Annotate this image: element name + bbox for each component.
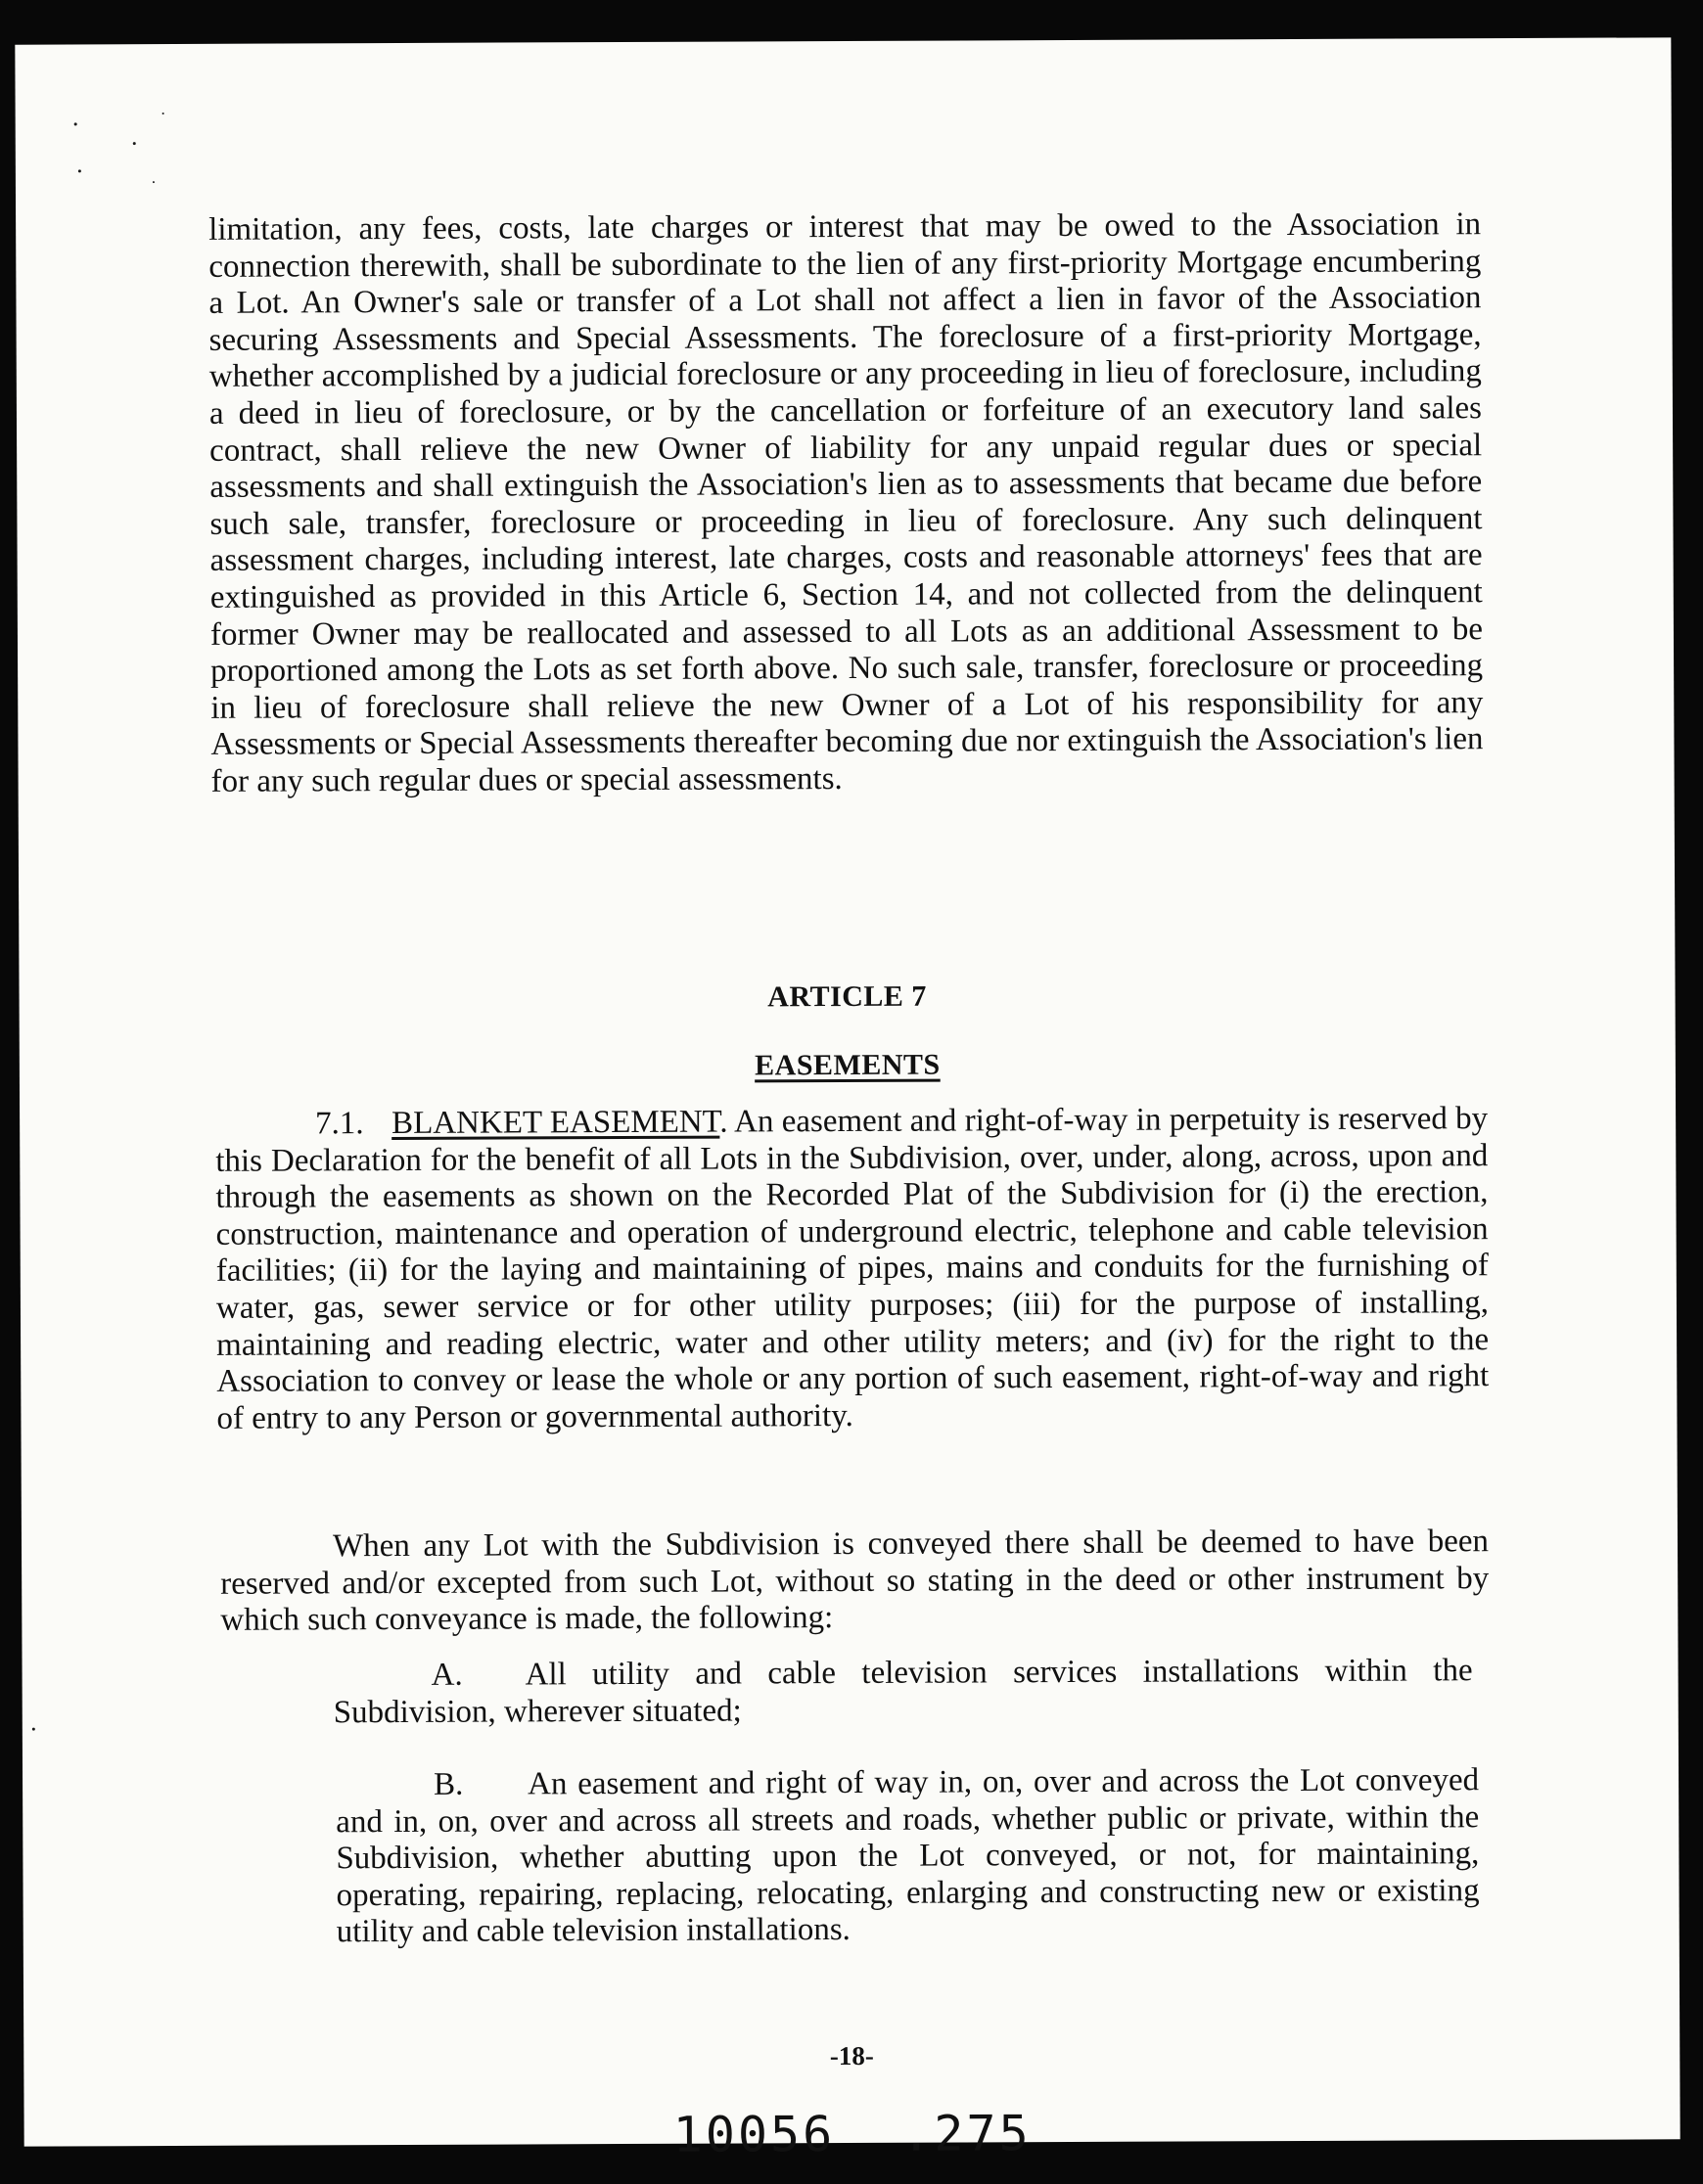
section-number: 7.1. <box>315 1106 364 1142</box>
scan-speck <box>74 122 77 125</box>
body-paragraph: limitation, any fees, costs, late charges or interest that may be owed to the Association in connection therewith, shall be subordinate to the lien of any first-priority Mortgage encumbering a Lot. An Owner's sale or transfer of a Lot shall not affect a lien in favor of the Association securing Assessments and Special Assessments. The foreclosure of a first-priority Mortgage, whether accomplished by a judicial foreclosure or any proceeding in lieu of foreclosure, including a deed in lieu of foreclosure, or by the cancellation or forfeiture of an executory land sales contract, shall relieve the new Owner of liability for any unpaid regular dues or special assessments and shall extinguish the Association's lien as to assessments that became due before such sale, transfer, foreclosure or proceeding in lieu of foreclosure. Any such delinquent assessment charges, including interest, late charges, costs and reasonable attorneys' fees that are extinguished as provided in this Article 6, Section 14, and not collected from the delinquent former Owner may be reallocated and assessed to all Lots as an additional Assessment to be proportioned among the Lots as set forth above. No such sale, transfer, foreclosure or proceeding in lieu of foreclosure shall relieve the new Owner of a Lot of his responsibility for any Assessments or Special Assessments thereafter becoming due nor extinguish the Association's lien for any such regular dues or special assessments. <box>208 206 1484 799</box>
conveyance-text: When any Lot with the Subdivision is conveyed there shall be deemed to have been reserved and/or excepted from such Lot, without so stating in the deed or other instrument by which such conveyance is made, the following: <box>220 1524 1490 1638</box>
item-a-text: All utility and cable television services installations within the Subdivision, wherever situated; <box>333 1653 1473 1730</box>
item-a <box>334 1653 1473 1731</box>
conveyance-paragraph <box>220 1524 1489 1639</box>
page-number: -18- <box>829 2040 874 2071</box>
document-page <box>15 37 1680 2163</box>
article-subtitle: EASEMENTS <box>755 1048 941 1082</box>
section-text: . An easement and right-of-way in perpetuity is reserved by this Declaration for the benefit of all Lots in the Subdivision, over, under, along, across, upon and through the easements as shown on the Recorded Plat of the Subdivision for (i) the erection, construction, maintenance and operation of underground electric, telephone and cable television facilities; (ii) for the laying and maintaining of pipes, mains and conduits for the furnishing of water, gas, sewer service or for other utility purposes; (iii) for the purpose of installing, maintaining and reading electric, water and other utility meters; and (iv) for the right to the Association to convey or lease the whole or any portion of such easement, right-of-way and right of entry to any Person or governmental authority. <box>215 1101 1490 1436</box>
scan-speck <box>32 1728 35 1731</box>
section-7-1-paragraph <box>215 1101 1489 1437</box>
item-a-letter: A. <box>431 1657 463 1693</box>
recording-stamp <box>24 2102 1680 2165</box>
stamp-book: 10056 <box>672 2106 836 2163</box>
item-b-text: An easement and right of way in, on, over and across the Lot conveyed and in, on, over and across all streets and roads, whether public or private, within the Subdivision, whether abutting upon the Lot conveyed, or not, for maintaining, operating, repairing, replacing, relocating, enlarging and constructing new or existing utility and cable television installations. <box>336 1762 1480 1950</box>
section-title: BLANKET EASEMENT <box>391 1104 720 1142</box>
item-b-letter: B. <box>434 1766 464 1802</box>
scan-speck <box>78 169 81 172</box>
item-b <box>336 1762 1480 1951</box>
scan-speck <box>133 142 136 145</box>
scan-speck <box>153 181 155 183</box>
stamp-page: .275 <box>901 2105 1032 2162</box>
article-title: ARTICLE 7 <box>767 979 927 1014</box>
scan-speck <box>162 113 164 114</box>
